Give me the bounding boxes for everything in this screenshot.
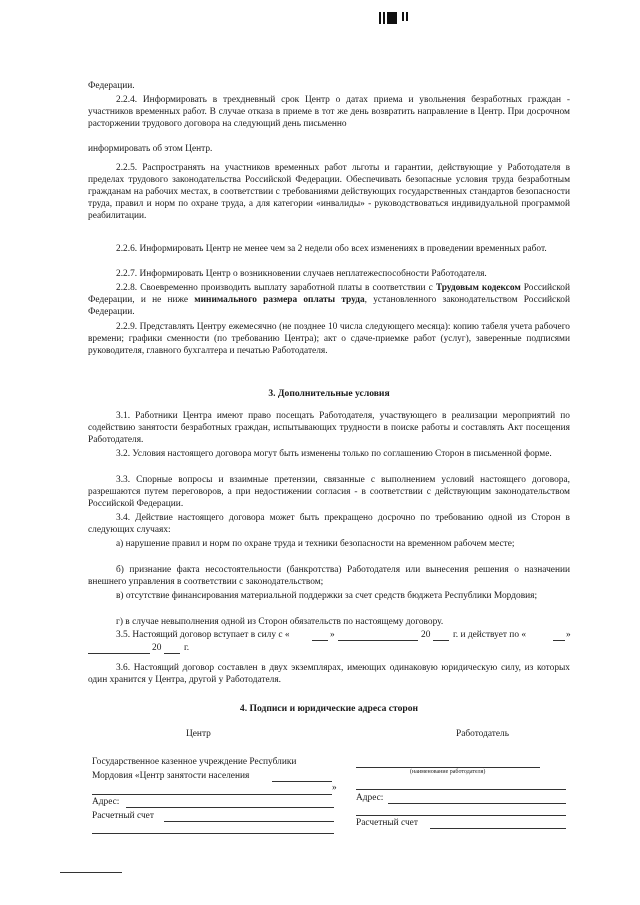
clause-2-2-8-start: 2.2.8. Своевременно производить выплату заработной платы в соответствии с [116,283,433,293]
clause-3-3: 3.3. Спорные вопросы и взаимные претензии, связанные с выполнением условий настоящего договора, разрешаются путем переговоров, а при недостижении согласия - в соответствии с действующим законодательством Российской Федерации. [88,475,570,510]
clause-3-6: 3.6. Настоящий договор составлен в двух экземплярах, имеющих одинаковую юридическую силу, из которых один хранится у Центра, другой у Работодателя. [88,663,570,686]
clause-3-4-v: в) отсутствие финансирования материальной поддержки за счет средств бюджета Республики Мордовия; [116,591,538,601]
clause-2-2-6: 2.2.6. Информировать Центр не менее чем за 2 недели обо всех изменениях в проведении временных работ. [116,244,547,254]
center-account-label: Расчетный счет [92,811,154,821]
clause-2-2-8-mid: Российской Федерации, и не ниже [88,283,571,306]
clause-2-2-9: 2.2.9. Представлять Центру ежемесячно (не позднее 10 числа следующего месяца): копию табеля учета рабочего времени; графики сменности (по требованию Центра); акт о сдаче-приемке работ (услуг), заверенные подписями руководителя, главного бухгалтера и печатью Работодателя. [88,322,570,357]
clause-3-5-start: 3.5. Настоящий договор вступает в силу с « [116,630,290,640]
footnote-rule [60,872,122,873]
year-prefix-1: 20 [421,630,431,640]
employer-column-head: Работодатель [456,729,509,739]
year-prefix-2: 20 [152,643,162,653]
clause-2-2-8-end: , установленного законодательством Российской Федерации. [88,295,570,318]
clause-3-4-g: г) в случае невыполнения одной из Сторон обязательств по настоящему договору. [116,617,444,627]
center-address-label: Адрес: [92,797,120,807]
employer-account-label: Расчетный счет [356,818,418,828]
labor-code-ref: Трудовым кодексом [435,283,521,293]
clause-2-2-4-end: информировать об этом Центр. [88,144,213,154]
clause-3-4: 3.4. Действие настоящего договора может быть прекращено досрочно по требованию одной из Сторон в следующих случаях: [88,513,570,536]
section-3-title: 3. Дополнительные условия [268,388,390,399]
center-org-line-2: Мордовия «Центр занятости населения [92,771,250,781]
clause-3-5-mid: г. и действует по « [453,630,527,640]
clause-2-2-8 [88,282,570,318]
clause-3-2: 3.2. Условия настоящего договора могут быть изменены только по соглашению Сторон в письменной форме. [116,449,552,459]
section-4-title: 4. Подписи и юридические адреса сторон [239,703,419,714]
quote-close-1: » [330,630,335,640]
employer-name-caption: (наименование работодателя) [410,769,486,775]
scan-header-mark [379,12,409,24]
clause-3-4-a: а) нарушение правил и норм по охране труда и техники безопасности на временном рабочем месте; [116,539,515,549]
min-wage-ref: минимального размера оплаты труда [194,295,365,306]
clause-2-2-4: 2.2.4. Информировать в трехдневный срок Центр о датах приема и увольнения безработных граждан - участников временных работ. В случае отказа в приеме в тот же день возвратить направление в Центр. При досрочном расторжении трудового договора на следующий день письменно [88,95,570,130]
clause-3-5-end: г. [184,643,190,653]
quote-close-2: » [566,630,571,640]
clause-2-2-7: 2.2.7. Информировать Центр о возникновении случаев неплатежеспособности Работодателя. [116,269,487,279]
center-org-line-1: Государственное казенное учреждение Республики [92,757,297,767]
center-column-head: Центр [186,729,211,739]
clause-2-2-5: 2.2.5. Распространять на участников временных работ льготы и гарантии, действующие у Работодателя в пределах трудового законодательства Российской Федерации. Обеспечивать безопасные условия труда безработным гражданам на рабочих местах, в соответствии с требованиями действующих государственных стандартов безопасности труда, правил и норм по охране труда, а для категории «инвалиды» - руководствоваться индивидуальной программой реабилитации. [88,163,570,222]
clause-3-4-b: б) признание факта несостоятельности (банкротства) Работодателя или вынесения решения о назначении внешнего управления в соответствии с законодательством; [88,565,570,588]
text-federation-tail: Федерации. [88,81,135,91]
center-org-quote: » [332,783,337,793]
employer-address-label: Адрес: [356,793,384,803]
clause-3-1: 3.1. Работники Центра имеют право посещать Работодателя, участвующего в реализации мероприятий по содействию занятости безработных граждан, испытывающих трудности в поиске работы и составлять Акт посещения Работодателя. [88,411,570,446]
